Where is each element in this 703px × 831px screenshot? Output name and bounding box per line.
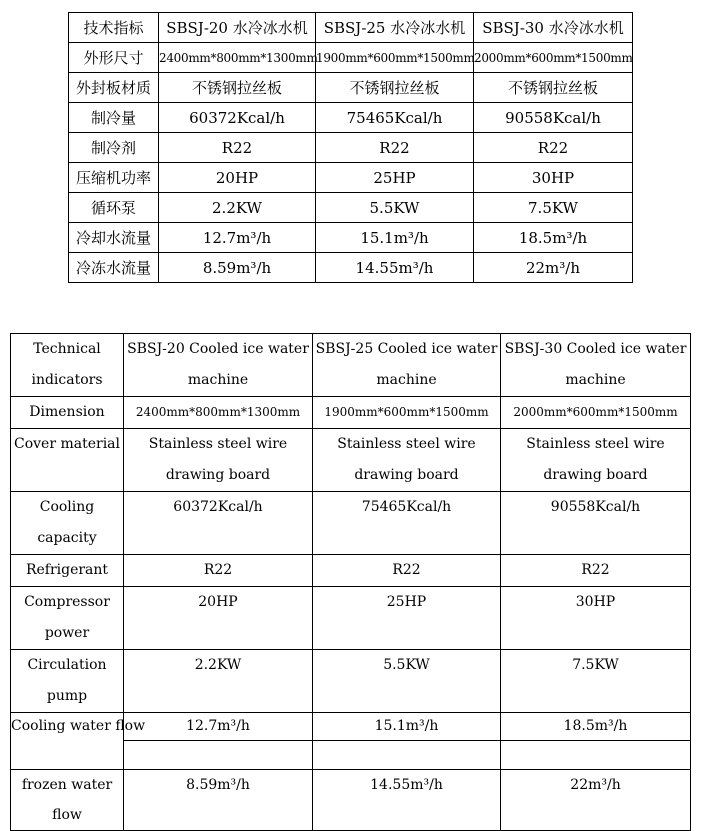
row-label: 制冷量 <box>69 103 159 133</box>
header-cell: SBSJ-20 Cooled ice water machine <box>124 334 313 397</box>
table-header-row <box>69 13 633 43</box>
header-cell: SBSJ-30 水冷冰水机 <box>474 13 633 43</box>
row-label: 外封板材质 <box>69 73 159 103</box>
table-row <box>11 650 691 713</box>
row-label <box>11 713 146 770</box>
row-label: frozen water flow <box>11 770 124 831</box>
table-cell: 90558Kcal/h <box>501 492 691 555</box>
table-cell: 2.2KW <box>124 650 313 713</box>
row-label-line: Cooling water flow <box>11 718 146 734</box>
table-cell: 14.55m³/h <box>313 770 501 831</box>
table-cell: 60372Kcal/h <box>159 103 316 133</box>
table-cell <box>501 713 691 770</box>
table-row <box>69 103 633 133</box>
table-row <box>69 133 633 163</box>
table-cell: 不锈钢拉丝板 <box>159 73 316 103</box>
table-row <box>69 223 633 253</box>
table-cell: 1900mm*600mm*1500mm <box>316 43 474 73</box>
table-row <box>11 555 691 587</box>
row-label: Dimension <box>11 397 124 429</box>
table-cell: 75465Kcal/h <box>313 492 501 555</box>
table-cell: 5.5KW <box>313 650 501 713</box>
table-row <box>11 587 691 650</box>
table-cell <box>124 713 313 770</box>
table-cell: 2000mm*600mm*1500mm <box>501 397 691 429</box>
table-cell: R22 <box>159 133 316 163</box>
table-row <box>11 397 691 429</box>
row-label: 压缩机功率 <box>69 163 159 193</box>
table-cell: 20HP <box>124 587 313 650</box>
table-cell: 12.7m³/h <box>159 223 316 253</box>
table-cell: 2.2KW <box>159 193 316 223</box>
table-cell: R22 <box>316 133 474 163</box>
table-cell: 75465Kcal/h <box>316 103 474 133</box>
row-label: 冷冻水流量 <box>69 253 159 283</box>
table-cell: R22 <box>124 555 313 587</box>
table-row <box>69 163 633 193</box>
table-cell: 5.5KW <box>316 193 474 223</box>
table-row <box>69 253 633 283</box>
header-cell: Technical indicators <box>11 334 124 397</box>
row-label: Cooling capacity <box>11 492 124 555</box>
table-cell: 7.5KW <box>474 193 633 223</box>
row-label: 外形尺寸 <box>69 43 159 73</box>
table-header-row <box>11 334 691 397</box>
row-label: 冷却水流量 <box>69 223 159 253</box>
table-cell: Stainless steel wire drawing board <box>501 429 691 492</box>
table-cell: R22 <box>501 555 691 587</box>
table-row <box>11 429 691 492</box>
table-cell: 30HP <box>501 587 691 650</box>
table-cell: 1900mm*600mm*1500mm <box>313 397 501 429</box>
header-cell: SBSJ-25 水冷冰水机 <box>316 13 474 43</box>
table-cell: 30HP <box>474 163 633 193</box>
zh-spec-table <box>68 12 633 283</box>
table-cell: 不锈钢拉丝板 <box>316 73 474 103</box>
header-cell: SBSJ-30 Cooled ice water machine <box>501 334 691 397</box>
header-cell: SBSJ-20 水冷冰水机 <box>159 13 316 43</box>
table-row <box>11 713 691 770</box>
table-cell: 25HP <box>316 163 474 193</box>
row-label: 制冷剂 <box>69 133 159 163</box>
table-cell: 20HP <box>159 163 316 193</box>
table-cell: 22m³/h <box>474 253 633 283</box>
table-cell <box>313 713 501 770</box>
row-label: Cover material <box>11 429 124 492</box>
table-cell: 25HP <box>313 587 501 650</box>
table-cell: 15.1m³/h <box>316 223 474 253</box>
en-spec-table <box>10 333 691 831</box>
table-cell: 8.59m³/h <box>124 770 313 831</box>
table-cell: R22 <box>474 133 633 163</box>
table-cell: 2000mm*600mm*1500mm <box>474 43 633 73</box>
table-cell: 90558Kcal/h <box>474 103 633 133</box>
row-label: Circulation pump <box>11 650 124 713</box>
cell-value: 15.1m³/h <box>313 713 500 741</box>
table-cell: 8.59m³/h <box>159 253 316 283</box>
table-cell: 7.5KW <box>501 650 691 713</box>
cell-value: 18.5m³/h <box>501 713 690 741</box>
table-row <box>11 770 691 831</box>
table-cell: Stainless steel wire drawing board <box>124 429 313 492</box>
cell-value: 12.7m³/h <box>124 713 312 741</box>
header-cell: SBSJ-25 Cooled ice water machine <box>313 334 501 397</box>
table-cell: 14.55m³/h <box>316 253 474 283</box>
row-label: 循环泵 <box>69 193 159 223</box>
table-cell: Stainless steel wire drawing board <box>313 429 501 492</box>
header-cell: 技术指标 <box>69 13 159 43</box>
row-label: Compressor power <box>11 587 124 650</box>
table-cell: 不锈钢拉丝板 <box>474 73 633 103</box>
table-cell: 2400mm*800mm*1300mm <box>159 43 316 73</box>
table-row <box>69 43 633 73</box>
table-row <box>69 193 633 223</box>
table-cell: 18.5m³/h <box>474 223 633 253</box>
table-cell: 22m³/h <box>501 770 691 831</box>
table-cell: 2400mm*800mm*1300mm <box>124 397 313 429</box>
table-row <box>11 492 691 555</box>
row-label: Refrigerant <box>11 555 124 587</box>
table-cell: 60372Kcal/h <box>124 492 313 555</box>
table-cell: R22 <box>313 555 501 587</box>
table-row <box>69 73 633 103</box>
